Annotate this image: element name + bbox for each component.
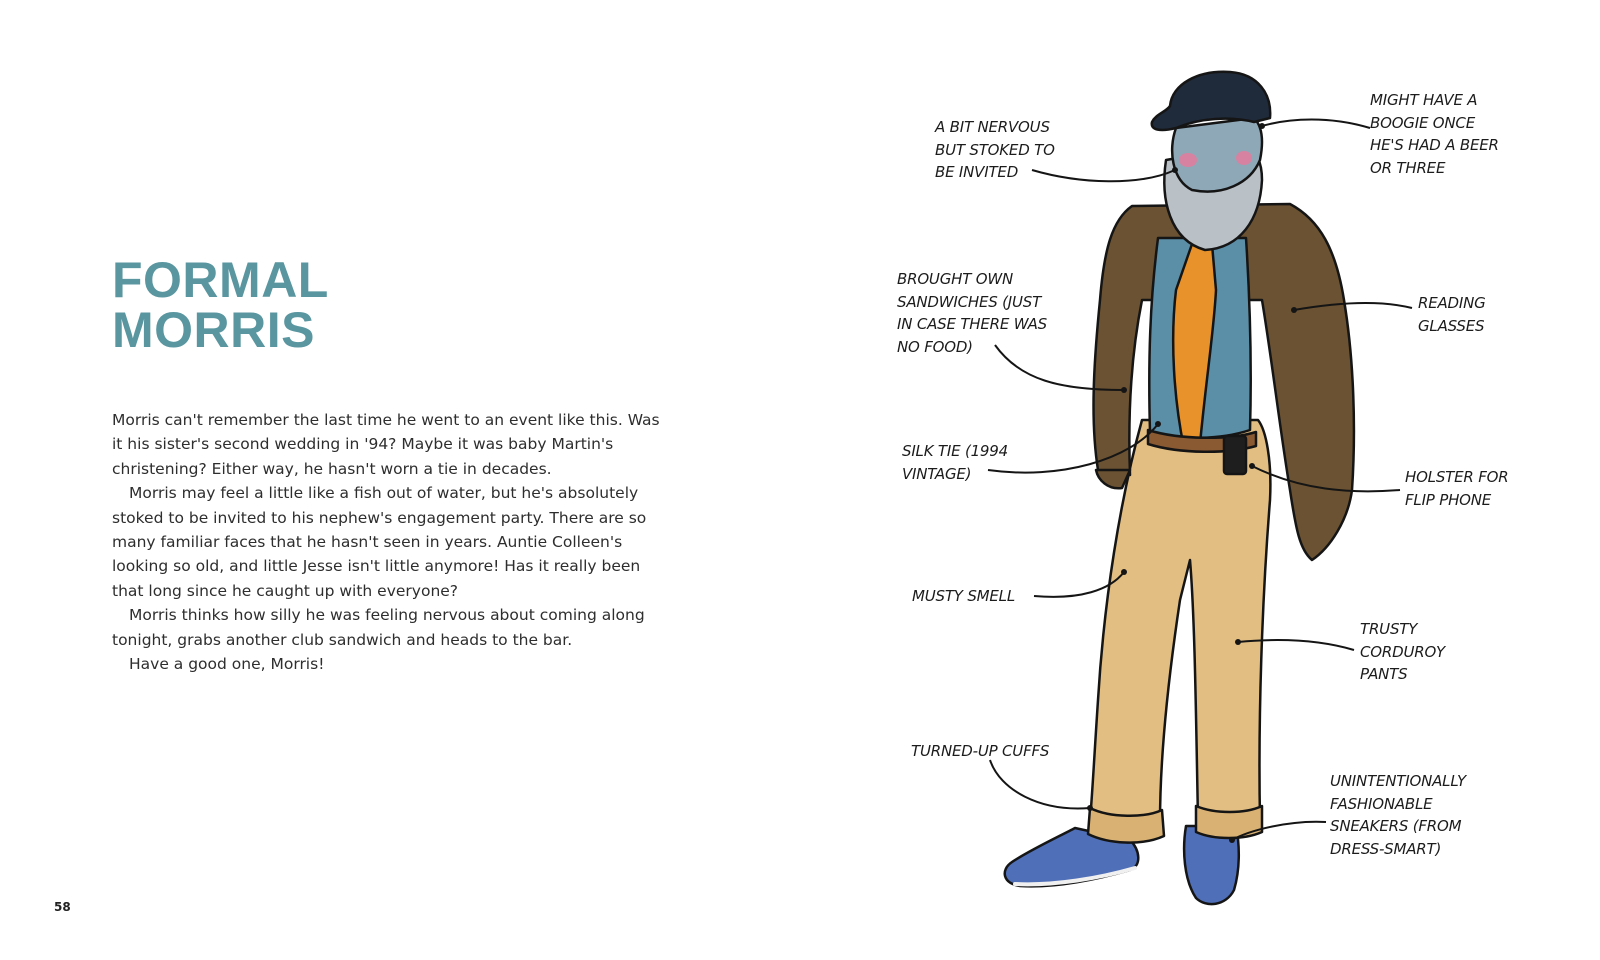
paragraph-1: Morris can't remember the last time he went to an event like this. Was it his sister's second wedding in '94? Maybe it was baby Martin's christening? Either way, he hasn't worn a tie in decades. (112, 411, 660, 478)
leader-cuffs (990, 760, 1090, 808)
callout-corduroy: TRUSTY CORDUROY PANTS (1360, 620, 1446, 683)
callout-nervous: A BIT NERVOUS BUT STOKED TO BE INVITED (935, 118, 1055, 181)
callout-boogie: MIGHT HAVE A BOOGIE ONCE HE'S HAD A BEER OR THREE (1370, 91, 1499, 177)
paragraph-4: Have a good one, Morris! (129, 655, 325, 674)
paragraph-3: Morris thinks how silly he was feeling nervous about coming along tonight, grabs another club sandwich and heads to the bar. (112, 606, 645, 649)
title-line-2: MORRIS (112, 302, 315, 358)
callout-reading-glasses: READING GLASSES (1418, 294, 1486, 335)
callout-musty-smell: MUSTY SMELL (912, 587, 1015, 605)
cap (1152, 72, 1270, 130)
paragraph-2: Morris may feel a little like a fish out of water, but he's absolutely stoked to be invited to his nephew's engagement party. There are so many familiar faces that he hasn't seen in years. Auntie Colleen's looking so old, and little Jesse isn't little anymore! Has it really been that long since he caught up with everyone? (112, 484, 647, 600)
page-number: 58 (54, 900, 71, 914)
leader-boogie (1262, 120, 1370, 129)
title-line-1: FORMAL (112, 252, 329, 308)
callout-sandwiches: BROUGHT OWN SANDWICHES (JUST IN CASE THERE WAS NO FOOD) (897, 270, 1047, 356)
callout-sneakers: UNINTENTIONALLY FASHIONABLE SNEAKERS (FROM DRESS-SMART) (1330, 772, 1467, 858)
callout-cuffs: TURNED-UP CUFFS (911, 742, 1050, 760)
flip-phone-holster (1224, 436, 1246, 474)
callout-silk-tie: SILK TIE (1994 VINTAGE) (902, 442, 1008, 483)
callout-holster: HOLSTER FOR FLIP PHONE (1405, 468, 1509, 509)
